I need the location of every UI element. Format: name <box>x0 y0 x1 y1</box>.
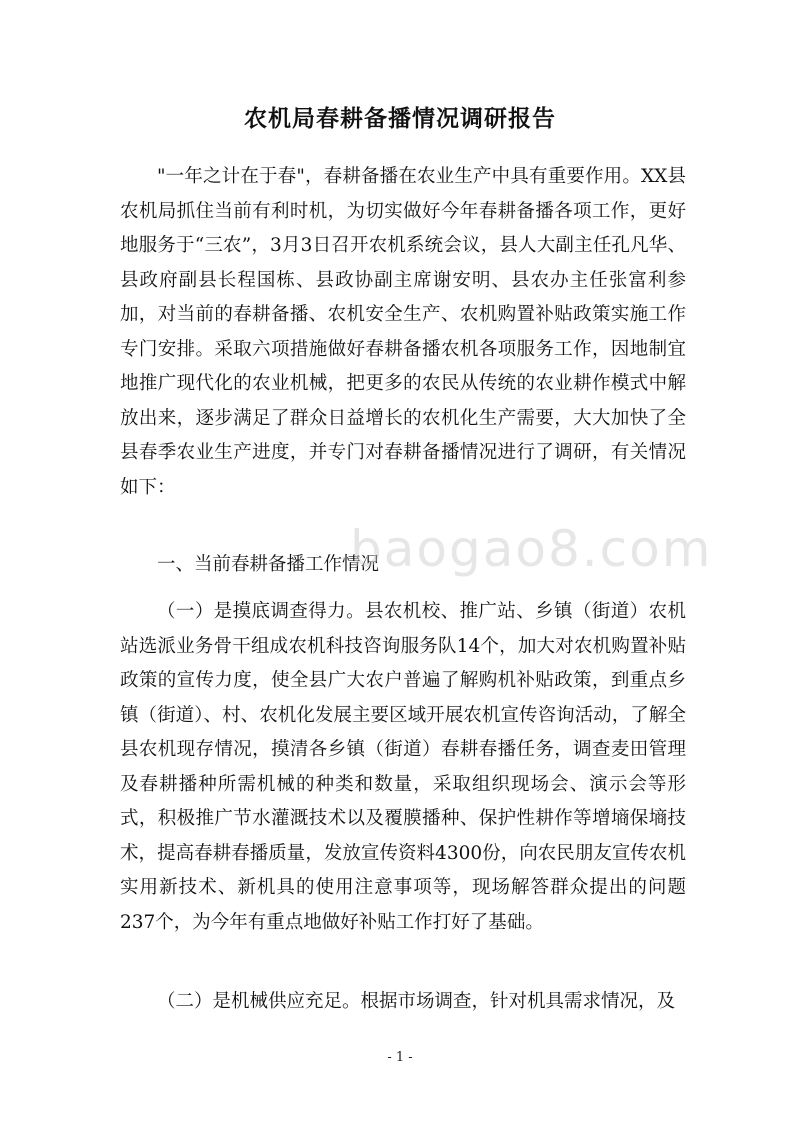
watermark: baogao8.com <box>350 520 713 578</box>
section-heading: 一、当前春耕备播工作情况 <box>157 554 380 575</box>
item-1-paragraph: （一）是摸底调查得力。县农机校、推广站、乡镇（街道）农机站选派业务骨干组成农机科技咨询服务队14个，加大对农机购置补贴政策的宣传力度，使全县广大农户普遍了解购机补贴政策，到重点乡镇（街道）、村、农机化发展主要区域开展农机宣传咨询活动，了解全县农机现存情况，摸清各乡镇（街道）春耕春播任务，调查麦田管理及春耕播种所需机械的种类和数量，采取组织现场会、演示会等形式，积极推广节水灌溉技术以及覆膜播种、保护性耕作等增墒保墒技术，提高春耕春播质量，发放宣传资料4300份，向农民朋友宣传农机实用新技术、新机具的使用注意事项等，现场解答群众提出的问题237个，为今年有重点地做好补贴工作打好了基础。 <box>120 601 686 933</box>
item-2-paragraph: （二）是机械供应充足。根据市场调查，针对机具需求情况，及 <box>157 991 676 1012</box>
intro-paragraph: "一年之计在于春"，春耕备播在农业生产中具有重要作用。XX县农机局抓住当前有利时机，为切实做好今年春耕备播各项工作，更好地服务于“三农”，3月3日召开农机系统会议，县人大副主任孔凡华、县政府副县长程国栋、县政协副主席谢安明、县农办主任张富利参加，对当前的春耕备播、农机安全生产、农机购置补贴政策实施工作专门安排。采取六项措施做好春耕备播农机各项服务工作，因地制宜地推广现代化的农业机械，把更多的农民从传统的农业耕作模式中解放出来，逐步满足了群众日益增长的农机化生产需要，大大加快了全县春季农业生产进度，并专门对春耕备播情况进行了调研，有关情况如下： <box>120 166 686 498</box>
document-title: 农机局春耕备播情况调研报告 <box>244 105 556 132</box>
page-number: - 1 - <box>387 1050 413 1065</box>
